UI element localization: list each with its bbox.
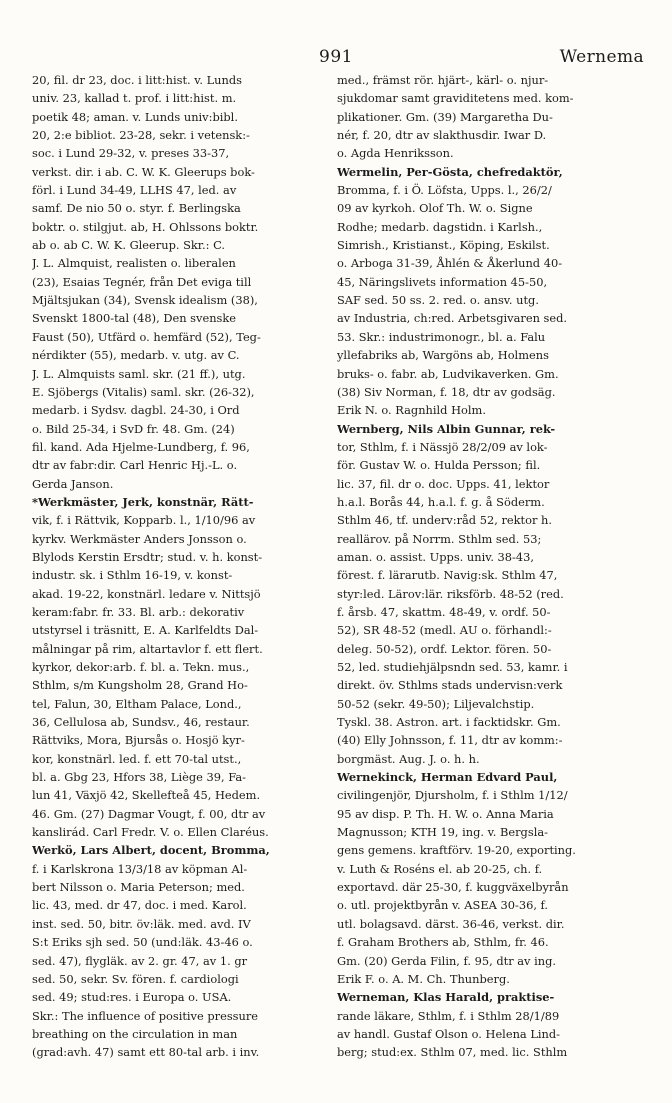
text-line: E. Sjöbergs (Vitalis) saml. skr. (26-32),: [32, 384, 255, 399]
text-line: Mjältsjukan (34), Svensk idealism (38),: [32, 293, 258, 308]
text-line: o. utl. projektbyrån v. ASEA 30-36, f.: [337, 898, 548, 913]
text-line: förl. i Lund 34-49, LLHS 47, led. av: [32, 183, 237, 198]
text-line: (23), Esaias Tegnér, från Det eviga till: [32, 274, 252, 289]
text-line: (40) Elly Johnsson, f. 11, dtr av komm:-: [337, 733, 563, 748]
text-line: Tyskl. 38. Astron. art. i facktidskr. Gm.: [337, 715, 561, 730]
text-line: med., främst rör. hjärt-, kärl- o. njur-: [337, 73, 549, 87]
text-line: tel, Falun, 30, Eltham Palace, Lond.,: [32, 696, 242, 711]
text-line: 50-52 (sekr. 49-50); Liljevalchstip.: [337, 696, 535, 711]
text-line: J. L. Almquists saml. skr. (21 ff.), utg.: [32, 366, 246, 381]
text-line: bruks- o. fabr. ab, Ludvikaverken. Gm.: [337, 366, 559, 381]
text-line: f. Graham Brothers ab, Sthlm, fr. 46.: [337, 935, 549, 950]
text-line: lic. 43, med. dr 47, doc. i med. Karol.: [32, 898, 247, 913]
text-line: målningar på rim, altartavlor f. ett flert.: [32, 641, 263, 656]
text-line: utstyrsel i träsnitt, E. A. Karlfeldts Dal-: [32, 623, 259, 638]
text-line: 46. Gm. (27) Dagmar Vougt, f. 00, dtr av: [32, 806, 266, 821]
text-line: 20, 2:e bibliot. 23-28, sekr. i vetensk:-: [32, 128, 250, 143]
right-column: [337, 71, 631, 1062]
entry-head-line: Wermelin, Per-Gösta, chefredaktör,: [337, 164, 563, 179]
text-line: lic. 37, fil. dr o. doc. Upps. 41, lektor: [337, 476, 550, 491]
text-line: Simrish., Kristianst., Köping, Eskilst.: [337, 238, 550, 253]
text-line: akad. 19-22, konstnärl. ledare v. Nittsjö: [32, 586, 261, 601]
text-line: bert Nilsson o. Maria Peterson; med.: [32, 880, 245, 895]
text-line: poetik 48; aman. v. Lunds univ:bibl.: [32, 109, 238, 124]
text-line: av Industria, ch:red. Arbetsgivaren sed.: [337, 311, 568, 326]
text-line: berg; stud:ex. Sthlm 07, med. lic. Sthlm: [337, 1045, 568, 1060]
running-head: Wernema: [559, 47, 644, 67]
text-line: reallärov. på Norrm. Sthlm sed. 53;: [337, 531, 542, 546]
text-line: borgmäst. Aug. J. o. h. h.: [337, 751, 480, 766]
text-line: tor, Sthlm, f. i Nässjö 28/2/09 av lok-: [337, 439, 548, 454]
text-line: gens gemens. kraftförv. 19-20, exporting.: [337, 843, 576, 858]
text-line: industr. sk. i Sthlm 16-19, v. konst-: [32, 568, 233, 583]
text-line: Sthlm 46, tf. underv:råd 52, rektor h.: [337, 513, 552, 528]
entry-head-line: Wernberg, Nils Albin Gunnar, rek-: [337, 421, 556, 436]
text-line: f. årsb. 47, skattm. 48-49, v. ordf. 50-: [337, 604, 551, 619]
text-line: S:t Eriks sjh sed. 50 (und:läk. 43-46 o.: [32, 935, 253, 950]
text-line: samf. De nio 50 o. styr. f. Berlingska: [32, 201, 241, 216]
text-line: h.a.l. Borås 44, h.a.l. f. g. å Söderm.: [337, 494, 545, 509]
text-line: Sthlm, s/m Kungsholm 28, Grand Ho-: [32, 678, 248, 693]
text-line: f. i Karlskrona 13/3/18 av köpman Al-: [32, 861, 248, 876]
text-line: J. L. Almquist, realisten o. liberalen: [32, 256, 236, 271]
text-line: exportavd. där 25-30, f. kuggväxelbyrån: [337, 880, 569, 895]
text-line: dtr av fabr:dir. Carl Henric Hj.-L. o.: [32, 458, 238, 473]
text-line: o. Agda Henriksson.: [337, 146, 454, 161]
text-line: keram:fabr. fr. 33. Bl. arb.: dekorativ: [32, 604, 245, 619]
text-line: sjukdomar samt graviditetens med. kom-: [337, 91, 574, 106]
text-line: vik, f. i Rättvik, Kopparb. l., 1/10/96 av: [32, 513, 256, 528]
text-line: breathing on the circulation in man: [32, 1026, 238, 1041]
text-line: 20, fil. dr 23, doc. i litt:hist. v. Lunds: [32, 73, 242, 87]
text-line: boktr. o. stilgjut. ab, H. Ohlssons boktr.: [32, 219, 259, 234]
left-column: [32, 71, 322, 1062]
text-line: kyrkv. Werkmäster Anders Jonsson o.: [32, 531, 247, 546]
text-line: direkt. öv. Sthlms stads undervisn:verk: [337, 678, 563, 693]
text-line: Faust (50), Utfärd o. hemfärd (52), Teg-: [32, 329, 261, 344]
text-line: yllefabriks ab, Wargöns ab, Holmens: [337, 348, 549, 363]
text-line: 52, led. studiehjälpsndn sed. 53, kamr. i: [337, 660, 568, 674]
text-line: lun 41, Växjö 42, Skellefteå 45, Hedem.: [32, 788, 261, 803]
text-line: Erik F. o. A. M. Ch. Thunberg.: [337, 971, 510, 986]
text-line: deleg. 50-52), ordf. Lektor. fören. 50-: [337, 641, 552, 656]
text-line: utl. bolagsavd. därst. 36-46, verkst. dir.: [337, 916, 565, 931]
text-line: 53. Skr.: industrimonogr., bl. a. Falu: [337, 329, 546, 344]
text-line: verkst. dir. i ab. C. W. K. Gleerups bok-: [32, 164, 255, 179]
text-line: Svenskt 1800-tal (48), Den svenske: [32, 311, 237, 326]
text-line: ab o. ab C. W. K. Gleerup. Skr.: C.: [32, 238, 226, 253]
text-line: Gm. (20) Gerda Filin, f. 95, dtr av ing.: [337, 953, 557, 968]
text-line: styr:led. Lärov:lär. riksförb. 48-52 (red.: [337, 586, 564, 601]
page-number: 991: [319, 47, 353, 67]
text-line: (grad:avh. 47) samt ett 80-tal arb. i inv.: [32, 1045, 260, 1060]
text-line: univ. 23, kallad t. prof. i litt:hist. m.: [32, 91, 237, 106]
text-line: sed. 47), flygläk. av 2. gr. 47, av 1. gr: [32, 953, 248, 968]
text-line: kanslirád. Carl Fredr. V. o. Ellen Claréus.: [32, 825, 269, 840]
text-line: sed. 50, sekr. Sv. fören. f. cardiologi: [32, 971, 239, 986]
entry-head-line: Wernekinck, Herman Edvard Paul,: [337, 770, 558, 785]
text-line: civilingenjör, Djursholm, f. i Sthlm 1/12/: [337, 788, 568, 803]
entry-head-line: Werkö, Lars Albert, docent, Bromma,: [32, 843, 270, 858]
text-line: Rodhe; medarb. dagstidn. i Karlsh.,: [337, 219, 543, 234]
text-line: plikationer. Gm. (39) Margaretha Du-: [337, 109, 553, 124]
text-line: medarb. i Sydsv. dagbl. 24-30, i Ord: [32, 403, 240, 418]
text-line: av handl. Gustaf Olson o. Helena Lind-: [337, 1026, 561, 1041]
text-line: nér, f. 20, dtr av slakthusdir. Iwar D.: [337, 128, 547, 143]
text-line: bl. a. Gbg 23, Hfors 38, Liège 39, Fa-: [32, 770, 247, 785]
text-line: fil. kand. Ada Hjelme-Lundberg, f. 96,: [32, 439, 250, 454]
text-line: Magnusson; KTH 19, ing. v. Bergsla-: [337, 825, 548, 840]
text-line: 45, Näringslivets information 45-50,: [337, 274, 548, 289]
text-line: o. Bild 25-34, i SvD fr. 48. Gm. (24): [32, 421, 235, 436]
text-line: Erik N. o. Ragnhild Holm.: [337, 403, 486, 418]
text-line: soc. i Lund 29-32, v. preses 33-37,: [32, 146, 230, 161]
text-line: Rättviks, Mora, Bjursås o. Hosjö kyr-: [32, 733, 245, 748]
text-line: inst. sed. 50, bitr. öv:läk. med. avd. IV: [32, 916, 251, 931]
text-line: aman. o. assist. Upps. univ. 38-43,: [337, 549, 535, 564]
text-line: (38) Siv Norman, f. 18, dtr av godsäg.: [337, 384, 556, 399]
text-line: kyrkor, dekor:arb. f. bl. a. Tekn. mus.,: [32, 660, 250, 674]
text-line: 36, Cellulosa ab, Sundsv., 46, restaur.: [32, 715, 250, 730]
text-line: 95 av disp. P. Th. H. W. o. Anna Maria: [337, 806, 554, 821]
text-line: 52), SR 48-52 (medl. AU o. förhandl:-: [337, 623, 552, 638]
text-line: Skr.: The influence of positive pressure: [32, 1008, 259, 1023]
text-line: SAF sed. 50 ss. 2. red. o. ansv. utg.: [337, 293, 539, 308]
text-line: Blylods Kerstin Ersdtr; stud. v. h. konst-: [32, 549, 263, 564]
text-line: Gerda Janson.: [32, 476, 114, 491]
text-line: rande läkare, Sthlm, f. i Sthlm 28/1/89: [337, 1008, 560, 1023]
text-line: kor, konstnärl. led. f. ett 70-tal utst.,: [32, 751, 242, 766]
text-line: v. Luth & Roséns el. ab 20-25, ch. f.: [337, 861, 543, 876]
text-line: nérdikter (55), medarb. v. utg. av C.: [32, 348, 240, 363]
text-line: sed. 49; stud:res. i Europa o. USA.: [32, 990, 232, 1005]
text-line: förest. f. lärarutb. Navig:sk. Sthlm 47,: [337, 568, 558, 583]
text-line: 09 av kyrkoh. Olof Th. W. o. Signe: [337, 201, 533, 216]
entry-head-line: *Werkmäster, Jerk, konstnär, Rätt-: [32, 494, 254, 509]
text-line: för. Gustav W. o. Hulda Persson; fil.: [337, 458, 541, 473]
text-line: o. Arboga 31-39, Åhlén & Åkerlund 40-: [337, 256, 563, 271]
entry-head-line: Werneman, Klas Harald, praktise-: [337, 990, 555, 1005]
text-line: Bromma, f. i Ö. Löfsta, Upps. l., 26/2/: [337, 183, 552, 198]
